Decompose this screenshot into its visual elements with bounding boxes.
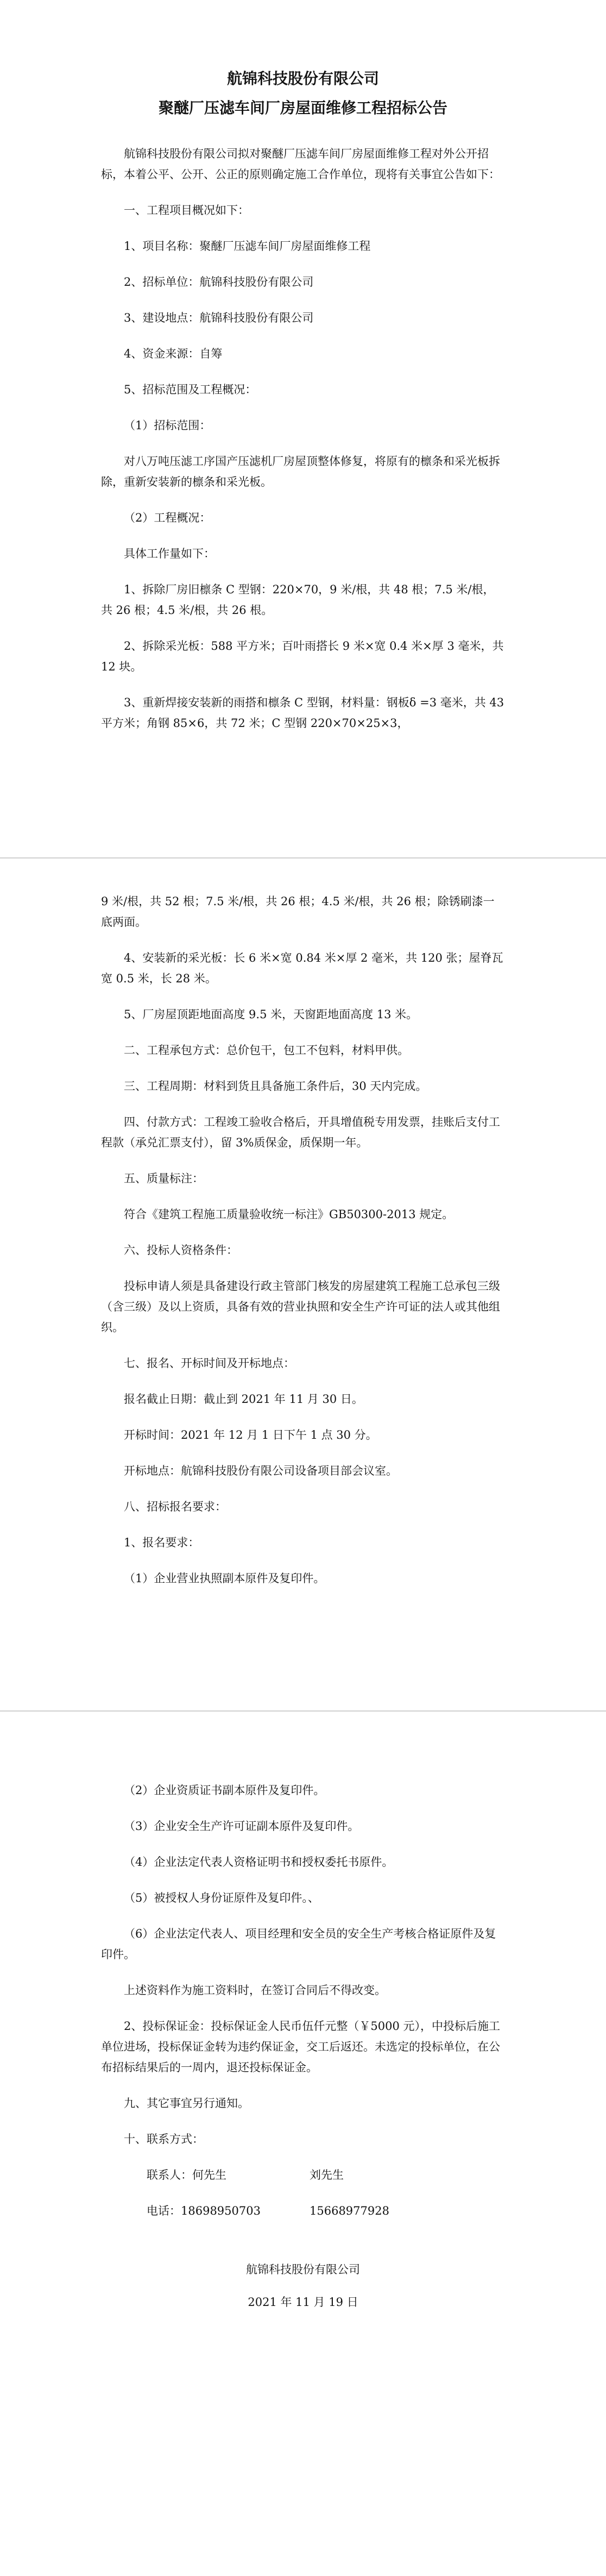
notice-title: 聚醚厂压滤车间厂房屋面维修工程招标公告 [158,99,447,117]
signature-date: 2021 年 11 月 19 日 [248,2296,358,2309]
opening-time: 开标时间：2021 年 12 月 1 日下午 1 点 30 分。 [124,1428,377,1441]
tender-unit: 2、招标单位：航锦科技股份有限公司 [124,275,314,289]
construction-site: 3、建设地点：航锦科技股份有限公司 [124,311,314,324]
page-2 [0,891,606,1604]
contact-heading: 十、联系方式： [124,2133,204,2146]
requirement-1: （1）企业营业执照副本原件及复印件。 [124,1572,325,1585]
requirement-3: （3）企业安全生产许可证副本原件及复印件。 [124,1820,359,1833]
work-item-3: 3、重新焊接安装新的雨搭和檩条 C 型钢，材料量：钢板δ =3 毫米，共 43 平方米；角钢 85×6，共 72 米；C 型钢 220×70×25×3， [101,696,504,730]
page-separator [0,857,606,858]
page-1 [0,64,606,749]
contact-person-1: 联系人：何先生 [147,2168,226,2182]
contact-phones [101,2201,505,2221]
section-1-heading: 一、工程项目概况如下： [124,204,249,217]
workload-heading: 具体工作量如下： [124,547,215,560]
other-matters: 九、其它事宜另行通知。 [124,2097,249,2110]
requirements-subheading: 1、报名要求： [124,1536,200,1549]
bid-deposit: 2、投标保证金：投标保证金人民币伍仟元整（￥5000 元），中投标后施工单位进场，投标保证金转为违约保证金，交工后返还。未选定的投标单位，在公布招标结果后的一周内，退还投标保证金。 [101,2020,500,2074]
project-period: 三、工程周期：材料到货且具备施工条件后，30 天内完成。 [124,1080,427,1093]
page-separator [0,1710,606,1712]
contact-person-2: 刘先生 [310,2168,344,2182]
page-3 [0,1780,606,2328]
requirement-2: （2）企业资质证书副本原件及复印件。 [124,1784,325,1797]
work-item-5: 5、厂房屋顶距地面高度 9.5 米，天窗距地面高度 13 米。 [124,1008,418,1021]
signature-company: 航锦科技股份有限公司 [246,2263,360,2276]
work-item-4: 4、安装新的采光板：长 6 米×宽 0.84 米×厚 2 毫米，共 120 张；屋脊瓦宽 0.5 米，长 28 米。 [101,951,503,985]
project-name: 1、项目名称：聚醚厂压滤车间厂房屋面维修工程 [124,240,371,253]
contact-persons [101,2165,505,2185]
scope-text: 对八万吨压滤工序国产压滤机厂房屋顶整体修复，将原有的檩条和采光板拆除，重新安装新的檩条和采光板。 [101,455,500,488]
registration-requirements-heading: 八、招标报名要求： [124,1500,226,1513]
contract-method: 二、工程承包方式：总价包干，包工不包料，材料甲供。 [124,1044,409,1057]
quality-text: 符合《建筑工程施工质量验收统一标注》GB50300-2013 规定。 [124,1208,454,1221]
company-title: 航锦科技股份有限公司 [226,70,379,87]
quality-heading: 五、质量标注： [124,1172,204,1185]
schedule-heading: 七、报名、开标时间及开标地点： [124,1357,295,1370]
phone-2: 15668977928 [310,2204,389,2217]
registration-deadline: 报名截止日期：截止到 2021 年 11 月 30 日。 [124,1393,363,1406]
requirements-note: 上述资料作为施工资料时，在签订合同后不得改变。 [124,1984,386,1997]
phone-1: 电话：18698950703 [147,2204,261,2217]
requirement-5: （5）被授权人身份证原件及复印件。、 [124,1891,319,1904]
opening-location: 开标地点：航锦科技股份有限公司设备项目部会议室。 [124,1464,397,1477]
qualification-heading: 六、投标人资格条件： [124,1244,238,1257]
overview-heading: （2）工程概况： [124,511,211,524]
scope-and-overview: 5、招标范围及工程概况： [124,383,257,396]
requirement-4: （4）企业法定代表人资格证明书和授权委托书原件。 [124,1856,394,1869]
intro-paragraph: 航锦科技股份有限公司拟对聚醚厂压滤车间厂房屋面维修工程对外公开招标，本着公平、公开、公正的原则确定施工合作单位，现将有关事宜公告如下： [101,147,500,181]
work-item-1: 1、拆除厂房旧檩条 C 型钢：220×70，9 米/根，共 48 根；7.5 米/根，共 26 根；4.5 米/根，共 26 根。 [101,583,495,617]
requirement-6: （6）企业法定代表人、项目经理和安全员的安全生产考核合格证原件及复印件。 [101,1927,496,1961]
funding-source: 4、资金来源：自筹 [124,347,223,360]
qualification-text: 投标申请人须是具备建设行政主管部门核发的房屋建筑工程施工总承包三级（含三级）及以上资质，具备有效的营业执照和安全生产许可证的法人或其他组织。 [101,1280,500,1334]
scope-heading: （1）招标范围： [124,419,211,432]
work-item-3-continued: 9 米/根，共 52 根；7.5 米/根，共 26 根；4.5 米/根，共 26 根；除锈刷漆一底两面。 [101,895,495,929]
work-item-2: 2、拆除采光板：588 平方米；百叶雨搭长 9 米×宽 0.4 米×厚 3 毫米，共 12 块。 [101,640,504,673]
payment-method: 四、付款方式：工程竣工验收合格后，开具增值税专用发票，挂账后支付工程款（承兑汇票支付），留 3%质保金，质保期一年。 [101,1115,500,1149]
